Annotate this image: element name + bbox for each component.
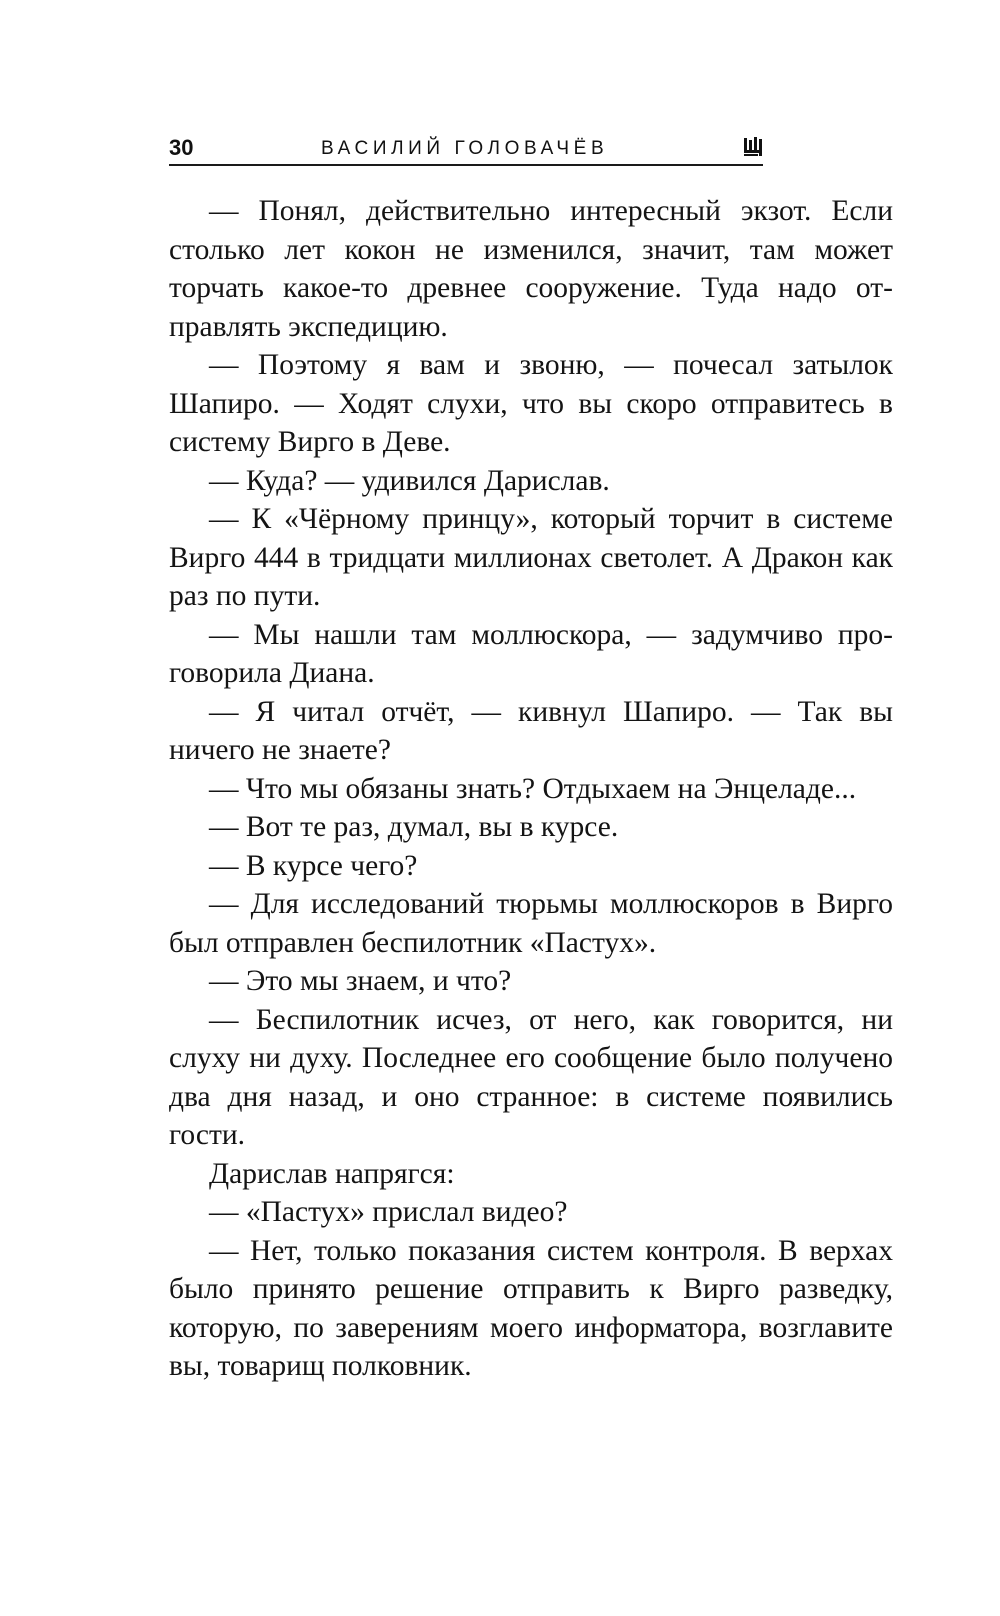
paragraph: — Нет, только показания систем контроля. В верхах было принято решение отправить к Вирго разведку, которую, по заверениям моего информатора, возглавите вы, товарищ полковник.: [169, 1234, 893, 1382]
paragraph: — Беспилотник исчез, от него, как говорится, ни слуху ни духу. Последнее его сообщение было получено два дня назад, и оно странное: в системе появились гости.: [169, 1003, 893, 1151]
paragraph: — Мы нашли там моллюскора, — задумчиво проговорила Диана.: [169, 618, 893, 689]
paragraph: — Вот те раз, думал, вы в курсе.: [209, 811, 619, 843]
paragraph: — Поэтому я вам и звоню, — почесал затылок Шапиро. — Ходят слухи, что вы скоро отправитесь в систему Вирго в Деве.: [169, 349, 893, 458]
author-name: ВАСИЛИЙ ГОЛОВАЧЁВ: [321, 138, 609, 159]
paragraph: — Что мы обязаны знать? Отдыхаем на Энцеладе...: [209, 772, 857, 805]
running-header: [169, 130, 763, 166]
paragraph: — Это мы знаем, и что?: [209, 965, 512, 997]
paragraph: Дарислав напрягся:: [209, 1157, 455, 1190]
paragraph: — Для исследований тюрьмы моллюскоров в Вирго был отправлен беспилотник «Пастух».: [169, 888, 893, 959]
paragraph: — «Пастух» прислал видео?: [209, 1196, 568, 1228]
paragraph: — К «Чёрному принцу», который торчит в системе Вирго 444 в тридцати миллионах светолет. А Дракон как раз по пути.: [169, 503, 893, 612]
paragraph: — Я читал отчёт, — кивнул Шапиро. — Так вы ничего не знаете?: [169, 695, 893, 766]
paragraph: — Понял, действительно интересный экзот. Если столько лет кокон не изменился, значит, там может торчать какое-то древнее сооружение. Туда надо отправлять экспедицию.: [169, 195, 893, 343]
publisher-logo-icon: [743, 136, 763, 158]
body-text: [169, 192, 893, 1386]
paragraph: — В курсе чего?: [209, 849, 418, 882]
paragraph: — Куда? — удивился Дарислав.: [209, 464, 610, 497]
page-number: 30: [169, 135, 194, 160]
